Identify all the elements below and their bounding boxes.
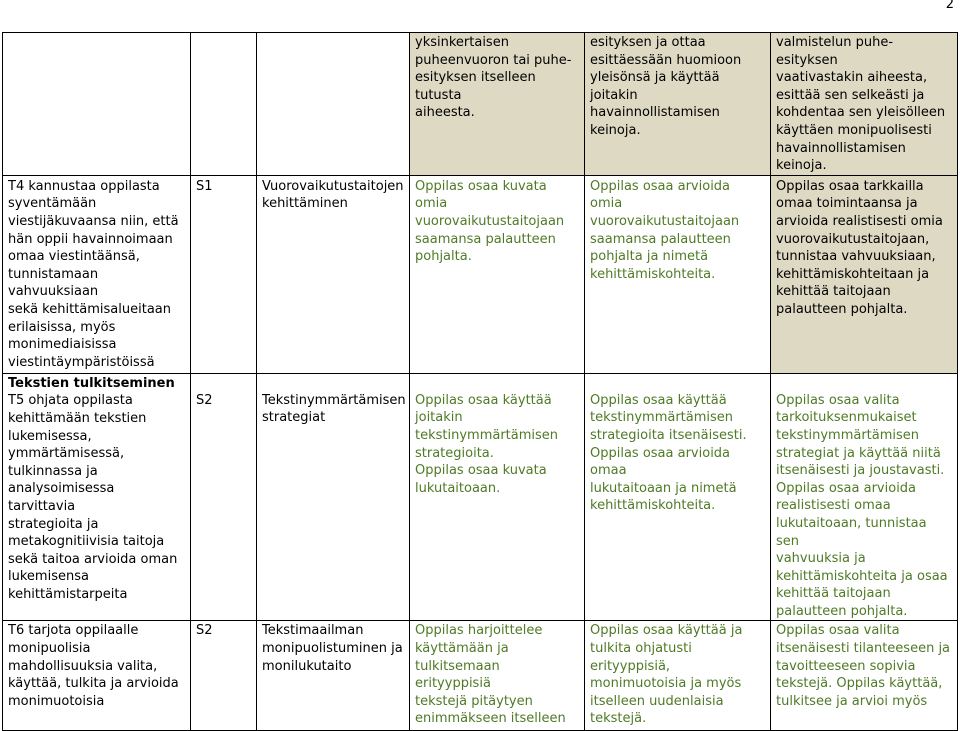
assessment-table bbox=[2, 32, 958, 731]
code-cell: S2 bbox=[191, 373, 257, 621]
section-heading: Tekstien tulkitseminen bbox=[8, 375, 175, 391]
code-cell bbox=[191, 33, 257, 176]
criteria-grade9-cell: Oppilas osaa tarkkailla omaa toimintaansa ja arvioida realistisesti omia vuorovaikutustaitojaan, tunnistaa vahvuuksiaan, kehittämiskohteitaan ja kehittää taitojaan palautteen pohjalta. bbox=[771, 175, 958, 373]
area-cell: Vuorovaikutustaitojen kehittäminen bbox=[257, 175, 410, 373]
page-number: 2 bbox=[945, 0, 954, 12]
area-cell: Tekstinymmärtämisen strategiat bbox=[257, 373, 410, 621]
table-row bbox=[3, 175, 958, 373]
goal-cell bbox=[3, 33, 191, 176]
table-row bbox=[3, 373, 958, 621]
area-cell: Tekstimaailman monipuolistuminen ja monilukutaito bbox=[257, 621, 410, 731]
area-cell bbox=[257, 33, 410, 176]
table-row bbox=[3, 33, 958, 176]
criteria-grade8-cell: esityksen ja ottaa esittäessään huomioon yleisönsä ja käyttää joitakin havainnollistamisen keinoja. bbox=[585, 33, 771, 176]
criteria-grade8-cell: Oppilas osaa käyttää ja tulkita ohjatusti erityyppisiä, monimuotoisia ja myös itselleen uudenlaisia tekstejä. bbox=[585, 621, 771, 731]
criteria-grade9-cell: valmistelun puhe-esityksen vaativastakin aiheesta, esittää sen selkeästi ja kohdentaa sen yleisölleen käyttäen monipuolisesti havainnollistamisen keinoja. bbox=[771, 33, 958, 176]
criteria-grade8-cell: Oppilas osaa käyttää tekstinymmärtämisen strategioita itsenäisesti. Oppilas osaa arvioida omaa lukutaitoaan ja nimetä kehittämiskohteita. bbox=[585, 373, 771, 621]
goal-cell: T6 tarjota oppilaalle monipuolisia mahdollisuuksia valita, käyttää, tulkita ja arvioida monimuotoisia bbox=[3, 621, 191, 731]
code-cell: S1 bbox=[191, 175, 257, 373]
criteria-grade7-cell: Oppilas harjoittelee käyttämään ja tulkitsemaan erityyppisiä tekstejä pitäytyen enimmäkseen itselleen bbox=[410, 621, 585, 731]
goal-cell: T4 kannustaa oppilasta syventämään viestijäkuvaansa niin, että hän oppii havainnoimaan omaa viestintäänsä, tunnistamaan vahvuuksiaan sekä kehittämisalueitaan erilaisissa, myös monimediaisissa viestintäympäristöissä bbox=[3, 175, 191, 373]
code-cell: S2 bbox=[191, 621, 257, 731]
criteria-grade7-cell: yksinkertaisen puheenvuoron tai puhe- esityksen itselleen tutusta aiheesta. bbox=[410, 33, 585, 176]
criteria-grade8-cell: Oppilas osaa arvioida omia vuorovaikutustaitojaan saamansa palautteen pohjalta ja nimetä kehittämiskohteita. bbox=[585, 175, 771, 373]
criteria-grade7-cell: Oppilas osaa käyttää joitakin tekstinymmärtämisen strategioita. Oppilas osaa kuvata lukutaitoaan. bbox=[410, 373, 585, 621]
criteria-grade7-cell: Oppilas osaa kuvata omia vuorovaikutustaitojaan saamansa palautteen pohjalta. bbox=[410, 175, 585, 373]
criteria-grade9-cell: Oppilas osaa valita itsenäisesti tilanteeseen ja tavoitteeseen sopivia tekstejä. Oppilas käyttää, tulkitsee ja arvioi myös bbox=[771, 621, 958, 731]
goal-cell: Tekstien tulkitseminen T5 ohjata oppilasta kehittämään tekstien lukemisessa, ymmärtämisessä, tulkinnassa ja analysoimisessa tarvittavia strategioita ja metakognitiivisia taitoja sekä taitoa arvioida oman lukemisensa kehittämistarpeita bbox=[3, 373, 191, 621]
criteria-grade9-cell: Oppilas osaa valita tarkoituksenmukaiset tekstinymmärtämisen strategiat ja käyttää niitä itsenäisesti ja joustavasti. Oppilas osaa arvioida realistisesti omaa lukutaitoaan, tunnistaa sen vahvuuksia ja kehittämiskohteita ja osaa kehittää taitojaan palautteen pohjalta. bbox=[771, 373, 958, 621]
table-row bbox=[3, 621, 958, 731]
